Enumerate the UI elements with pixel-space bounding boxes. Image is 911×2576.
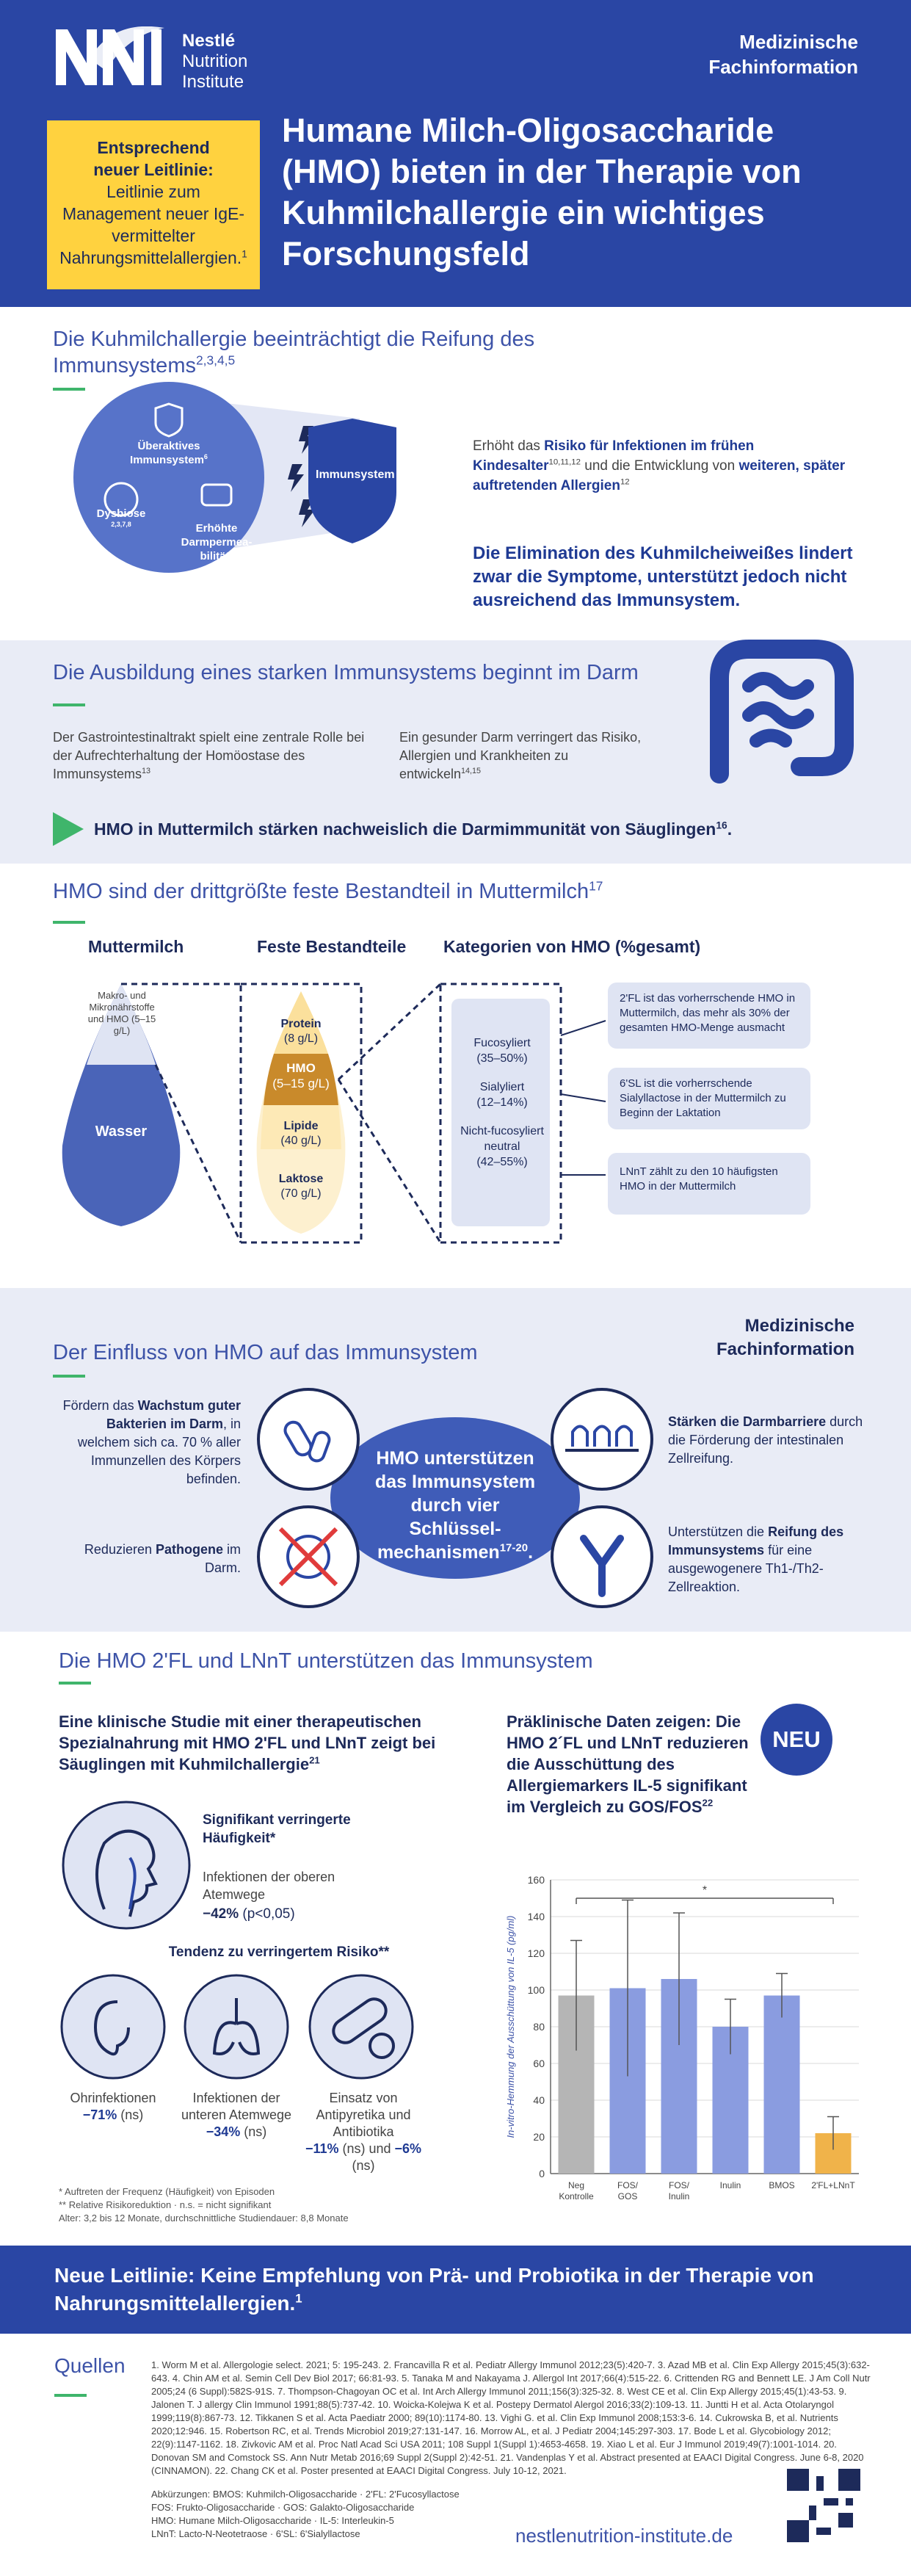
study-title: Eine klinische Studie mit einer therapeutischen Spezialnahrung mit HMO 2'FL und LNnT zeigt bei Säuglingen mit Kuhmilchallergie$^{21}$ — [59, 1712, 436, 1773]
trend-ear: Ohrinfektionen −71% (ns) — [70, 2091, 156, 2122]
gut-text-2: Ein gesunder Darm verringert das Risiko, Allergien und Krankheiten zu entwickeln$^{14,15}$ — [399, 730, 642, 781]
y-tick-label: 40 — [533, 2094, 545, 2106]
gut-text-1: Der Gastrointestinaltrakt spielt eine zentrale Rolle bei der Aufrechterhaltung der Homöostase des Immunsystems$^{13}$ — [53, 730, 365, 781]
col-breastmilk: Muttermilch — [88, 937, 184, 956]
sialylated-label: Sialyliert (12–14%) — [476, 1081, 528, 1109]
bar — [764, 1996, 800, 2174]
medical-info-tag-2: Medizinische Fachinformation — [716, 1316, 854, 1359]
mech-maturation-text: Unterstützen die Reifung des Immunsystems für eine ausgewogenere Th1-/Th2-Zellreaktion. — [668, 1524, 844, 1594]
y-tick-label: 100 — [527, 1984, 545, 1996]
y-axis-label: In-vitro-Hemmung der Ausschüttung von IL-5 (pg/ml) — [505, 1915, 516, 2138]
airway-icon — [60, 1799, 192, 1931]
mech-bacteria-text: Fördern das Wachstum guter Bakterien im Darm, in welchem sich ca. 70 % aller Immunzellen des Körpers befinden. — [62, 1398, 241, 1486]
guideline-footer-text: Neue Leitlinie: Keine Empfehlung von Prä- und Probiotika in der Therapie von Nahrungsmittelallergien.$^1$ — [54, 2264, 814, 2315]
divider — [53, 703, 85, 706]
il5-bar-chart — [499, 1865, 881, 2232]
section4-title: Der Einfluss von HMO auf das Immunsystem — [53, 1341, 478, 1364]
protein-label: Protein (8 g/L) — [280, 1018, 322, 1045]
sig-text: Infektionen der oberen Atemwege — [203, 1870, 335, 1902]
x-tick-label: Kontrolle — [559, 2191, 594, 2201]
lactose-label: Laktose (70 g/L) — [278, 1173, 324, 1200]
dysbiosis-label: Dysbiose $^{2,3,7,8}$ — [96, 507, 146, 528]
divider — [53, 921, 85, 924]
intestine-icon — [690, 634, 874, 789]
note-lnnt: LNnT zählt zu den 10 häufigsten HMO in der Muttermilch — [608, 1153, 810, 1215]
website-link[interactable]: nestlenutrition-institute.de — [515, 2525, 733, 2547]
y-tick-label: 80 — [533, 2021, 545, 2033]
mech-barrier-text: Stärken die Darmbarriere durch die Förderung der intestinalen Zellreifung. — [668, 1414, 863, 1466]
x-tick-label: FOS/ — [617, 2180, 639, 2190]
significance-annotation: * — [702, 1884, 708, 1897]
x-tick-label: FOS/ — [668, 2180, 690, 2190]
lipid-label: Lipide (40 g/L) — [280, 1120, 322, 1147]
section5-title: Die HMO 2'FL und LNnT unterstützen das Immunsystem — [59, 1649, 593, 1673]
divider — [59, 1682, 91, 1685]
trend-icons — [59, 1972, 470, 2083]
logo-text: Nestlé Nutrition Institute — [182, 31, 248, 92]
y-tick-label: 0 — [539, 2168, 545, 2179]
qr-code-icon[interactable] — [787, 2469, 860, 2542]
divider — [54, 2394, 87, 2397]
y-tick-label: 140 — [527, 1911, 545, 1922]
infection-risk-text: Erhöht das Risiko für Infektionen im frühen Kindesalter$^{10,11,12}$ und die Entwicklung von weiteren, später auftretenden Allergien$^{12}$ — [473, 438, 846, 493]
micro-label: Makro- und Mikronährstoffe und HMO (5–15 g/L) — [87, 990, 156, 1036]
play-arrow-icon — [53, 812, 84, 846]
note-6sl: 6'SL ist die vorherrschende Sialyllactose in der Muttermilch zu Beginn der Laktation — [608, 1068, 810, 1129]
references-title: Quellen — [54, 2354, 126, 2377]
elimination-text: Die Elimination des Kuhmilcheiweißes lindert zwar die Symptome, unterstützt jedoch nicht ausreichend das Immunsystem. — [473, 543, 853, 610]
gut-banner-text: HMO in Muttermilch stärken nachweislich die Darmimmunität von Säuglingen$^{16}$. — [94, 820, 733, 839]
sig-value: −42% (p<0,05) — [203, 1906, 295, 1922]
section2-title: Die Ausbildung eines starken Immunsystems beginnt im Darm — [53, 661, 639, 684]
y-tick-label: 120 — [527, 1947, 545, 1959]
header-banner — [0, 0, 911, 307]
hmo-label: HMO (5–15 g/L) — [272, 1061, 330, 1090]
x-tick-label: Inulin — [719, 2180, 741, 2190]
x-tick-label: BMOS — [769, 2180, 795, 2190]
y-tick-label: 160 — [527, 1874, 545, 1886]
abbreviations: Abkürzungen: BMOS: Kuhmilch-Oligosaccharide · 2'FL: 2'Fucosyllactose FOS: Frukto-Oligosaccharide · GOS: Galakto-Oligosaccharide HMO: Humane Milch-Oligosaccharide · IL-5: Interleukin-5 LNnT: Lacto-N-Neotetraose · 6'SL: 6'Sialyllactose — [151, 2489, 460, 2539]
col-categories: Kategorien von HMO (%gesamt) — [443, 937, 701, 956]
x-tick-label: Inulin — [668, 2191, 690, 2201]
new-badge: NEU — [761, 1704, 832, 1776]
preclinical-title: Präklinische Daten zeigen: Die HMO 2´FL und LNnT reduzieren die Ausschüttung des Allergiemarkers IL-5 signifikant im Vergleich zu GOS/FOS$^{22}$ — [507, 1712, 749, 1816]
x-tick-label: Neg — [567, 2180, 585, 2190]
x-tick-label: GOS — [617, 2191, 638, 2201]
y-tick-label: 20 — [533, 2131, 545, 2143]
page-title: Humane Milch-Oligosaccharide (HMO) bieten in der Therapie von Kuhmilchallergie ein wichtiges Forschungsfeld — [282, 112, 802, 272]
nni-logo-icon — [54, 26, 172, 87]
trend-lower-airway: Infektionen der unteren Atemwege −34% (ns) — [181, 2091, 292, 2139]
section1-title: Die Kuhmilchallergie beeinträchtigt die Reifung des Immunsystems$^{2,3,4,5}$ — [53, 328, 535, 377]
guideline-box: Entsprechend neuer Leitlinie: Leitlinie zum Management neuer IgE-vermittelter Nahrungsmittelallergien.$^1$ — [47, 120, 260, 289]
trend-antibiotics: Einsatz von Antipyretika und Antibiotika −11% (ns) und −6% (ns) — [305, 2091, 422, 2173]
shield-label: Immunsystem — [316, 468, 395, 481]
trend-heading: Tendenz zu verringertem Risiko** — [168, 1944, 390, 1960]
water-label: Wasser — [95, 1124, 148, 1140]
overactive-immune-label: Überaktives Immunsystem$^6$ — [130, 440, 208, 466]
section3-title: HMO sind der drittgrößte feste Bestandteil in Muttermilch$^{17}$ — [53, 878, 603, 903]
study-footnotes: * Auftreten der Frequenz (Häufigkeit) von Episoden ** Relative Risikoreduktion · n.s. = nicht signifikant Alter: 3,2 bis 12 Monate, durchschnittliche Studiendauer: 8,8 Monate — [59, 2186, 349, 2224]
y-tick-label: 60 — [533, 2058, 545, 2069]
references-text: 1. Worm M et al. Allergologie select. 2021; 5: 195-243. 2. Francavilla R et al. Pediatr Allergy Immunol 2012;23(5):420-7. 3. Azad MB et al. Clin Exp Allergy 2015;45(3):632-643. 4. Chin AM et al. Semin Cell Dev Biol 2017; 66:81-93. 5. Tanaka M and Nakayama J. Allergol Int 2017;66(4):515-22. 6. Crittenden RG and Bennett LE. J Am Coll Nutr 2005;24 (6 Suppl):582S-91S. 7. Thompson-Chagoyan OC et al. Int Arch Allergy Immunol 2011;156(3):325-32. 8. West CE et al. Clin Exp Allergy 2015;45(1):43-53. 9. Jalonen T. J allergy Clin Immunol 1991;88(5):737-42. 10. Woicka-Kolejwa K et al. Postepy Dermatol Alergol 2016;33(2):109-13. 11. Juntti H et al. Acta Otolaryngol 1999;119(8):867-73. 12. Tikkanen S et al. Acta Paediatr 2000; 89(10):1174-80. 13. Vighi G. et al. Clin Exp Immunol 2008;153:3-6. 14. Cukrowska B, et al. Nutrients 2020;12:946. 15. Robertson RC, et al. Trends Microbiol 2019;27:131-147. 16. Morrow AL, et al. J Pediatr 2004;145:297-303. 17. Bode L et al. Glycobiology 2012; 22(9):1147-1162. 18. Zivkovic AM et al. Proc Natl Acad Sci USA 2011; 108 Suppl 1(Suppl 1):4653-4658. 19. Xiao L et al. Eur J Immunol 2019;49(7):1001-1014. 20. Donovan SM and Comstock SS. Ann Nutr Metab 2016;69 Suppl 2(Suppl 2):42-51. 21. Vandenplas Y et al. Abstract presented at EAACI Digital Congress. June 6-8, 2020 (CINNAMON). 22. Chang CK et al. Poster presented at EAACI Digital Congress. July 10-12, 2021. — [151, 2359, 871, 2476]
medical-info-tag: Medizinische Fachinformation — [708, 31, 858, 78]
nonfucosylated-label: Nicht-fucosyliert neutral (42–55%) — [460, 1125, 544, 1168]
mechanism-center-text: HMO unterstützen das Immunsystem durch vier Schlüssel-mechanismen$^{17-20}$. — [374, 1448, 536, 1563]
x-tick-label: 2'FL+LNnT — [811, 2180, 855, 2190]
sig-heading: Signifikant verringerte Häufigkeit* — [203, 1812, 351, 1846]
note-2fl: 2'FL ist das vorherrschende HMO in Muttermilch, das mehr als 30% der gesamten HMO-Menge ausmacht — [608, 983, 810, 1049]
fucosylated-label: Fucosyliert (35–50%) — [473, 1037, 531, 1065]
divider — [53, 1375, 85, 1378]
permeability-label: Erhöhte Darmpermea-bilität$^9$ — [181, 522, 253, 562]
col-solids: Feste Bestandteile — [257, 937, 407, 956]
mech-pathogen-text: Reduzieren Pathogene im Darm. — [84, 1542, 241, 1575]
